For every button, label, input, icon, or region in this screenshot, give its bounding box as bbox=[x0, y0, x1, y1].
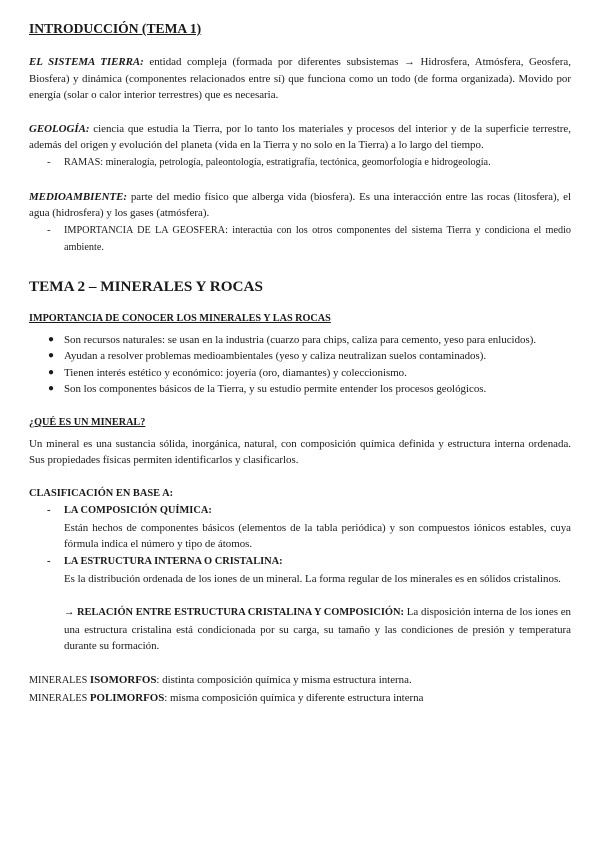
bullet-marker: ● bbox=[48, 350, 55, 362]
isomorfos-text: : distinta composición química y misma estructura interna. bbox=[156, 674, 412, 687]
bullet-marker: ● bbox=[48, 366, 55, 378]
list-item-text: Tienen interés estético y económico: joyería (oro, diamantes) y coleccionismo. bbox=[64, 366, 407, 379]
estructura-text: Es la distribución ordenada de los iones de un mineral. La forma regular de los minerales es en sólidos cristalinos. bbox=[64, 572, 561, 585]
importancia-list bbox=[29, 332, 571, 398]
dash-marker: - bbox=[47, 504, 51, 517]
mineral-heading: ¿QUÉ ES UN MINERAL? bbox=[29, 416, 146, 428]
medioambiente-term: MEDIOAMBIENTE: bbox=[29, 190, 128, 203]
list-item bbox=[29, 154, 571, 172]
geologia-term: GEOLOGÍA: bbox=[29, 122, 90, 135]
polimorfos-text: : misma composición química y diferente estructura interna bbox=[164, 691, 424, 704]
dash-marker: - bbox=[47, 555, 51, 568]
polimorfos-line bbox=[29, 690, 571, 708]
isomorfos-prefix: MINERALES bbox=[29, 675, 90, 687]
mineral-definition: Un mineral es una sustancia sólida, inorgánica, natural, con composición química definida y estructura interna ordenada. Sus propiedades físicas permiten identificarlos y clasificarlos. bbox=[29, 437, 571, 467]
ramas-text: RAMAS: mineralogía, petrología, paleontología, estratigrafía, tectónica, geomorfología e hidrogeología. bbox=[64, 156, 491, 168]
medioambiente-paragraph bbox=[29, 189, 571, 222]
list-item bbox=[29, 365, 571, 382]
relacion-paragraph bbox=[29, 604, 571, 655]
composicion-label: LA COMPOSICIÓN QUÍMICA: bbox=[64, 505, 212, 517]
intro-title: INTRODUCCIÓN (TEMA 1) bbox=[29, 21, 202, 36]
list-item bbox=[29, 222, 571, 257]
medioambiente-text: parte del medio físico que alberga vida (biosfera). Es una interacción entre las rocas (litosfera), el agua (hidrosfera) y los gases (atmósfera). bbox=[29, 190, 571, 220]
composicion-item bbox=[29, 502, 571, 520]
clasificacion-heading: CLASIFICACIÓN EN BASE A: bbox=[29, 487, 174, 499]
list-item-text: Son los componentes básicos de la Tierra, y su estudio permite entender los procesos geológicos. bbox=[64, 383, 487, 396]
relacion-label: → RELACIÓN ENTRE ESTRUCTURA CRISTALINA Y COMPOSICIÓN: bbox=[64, 607, 404, 619]
estructura-label: LA ESTRUCTURA INTERNA O CRISTALINA: bbox=[64, 556, 283, 568]
isomorfos-line bbox=[29, 672, 571, 690]
list-item-text: Ayudan a resolver problemas medioambientales (yeso y caliza neutralizan suelos contaminados). bbox=[64, 350, 487, 363]
list-item-text: Son recursos naturales: se usan en la industria (cuarzo para chips, caliza para cemento, yeso para enlucidos). bbox=[64, 333, 537, 346]
geologia-text: ciencia que estudia la Tierra, por lo tanto los materiales y procesos del interior y de la superficie terrestre, además del origen y evolución del planeta (vida en la Tierra y no solo en la Tierra) a lo largo del tiempo. bbox=[29, 122, 571, 152]
bullet-marker: ● bbox=[48, 333, 55, 345]
importancia-heading: IMPORTANCIA DE CONOCER LOS MINERALES Y LAS ROCAS bbox=[29, 312, 331, 324]
polimorfos-prefix: MINERALES bbox=[29, 692, 90, 704]
list-item bbox=[29, 348, 571, 365]
bullet-marker: ● bbox=[48, 383, 55, 395]
relacion-text: La disposición interna de los iones en una estructura cristalina está condicionada por su carga, su tamaño y las condiciones de presión y temperatura durante su formación. bbox=[64, 606, 571, 653]
document-page bbox=[29, 20, 571, 707]
estructura-item bbox=[29, 553, 571, 571]
dash-marker: - bbox=[47, 223, 51, 236]
geologia-paragraph bbox=[29, 121, 571, 154]
medioambiente-list bbox=[29, 222, 571, 257]
tema2-title: TEMA 2 – MINERALES Y ROCAS bbox=[29, 277, 263, 295]
composicion-text: Están hechos de componentes básicos (elementos de la tabla periódica) y son compuestos iónicos estables, cuya fórmula indica el número y tipo de átomos. bbox=[64, 521, 571, 551]
sistema-tierra-paragraph bbox=[29, 54, 571, 104]
geologia-list bbox=[29, 154, 571, 172]
dash-marker: - bbox=[47, 155, 51, 168]
isomorfos-term: ISOMORFOS bbox=[89, 674, 157, 687]
sistema-tierra-text: entidad compleja (formada por diferentes subsistemas → Hidrosfera, Atmósfera, Geosfera, Biosfera) y dinámica (componentes relacionados entre sí) que funciona como un todo (de forma organizada). Movido por energía (solar o calor interior terrestres) que es necesaria. bbox=[29, 56, 571, 102]
list-item bbox=[29, 381, 571, 398]
list-item bbox=[29, 332, 571, 349]
polimorfos-term: POLIMORFOS bbox=[89, 691, 165, 704]
sistema-tierra-term: EL SISTEMA TIERRA: bbox=[29, 56, 144, 68]
importancia-geosfera-text: IMPORTANCIA DE LA GEOSFERA: interactúa con los otros componentes del sistema Tierra y condiciona el medio ambiente. bbox=[64, 224, 571, 254]
